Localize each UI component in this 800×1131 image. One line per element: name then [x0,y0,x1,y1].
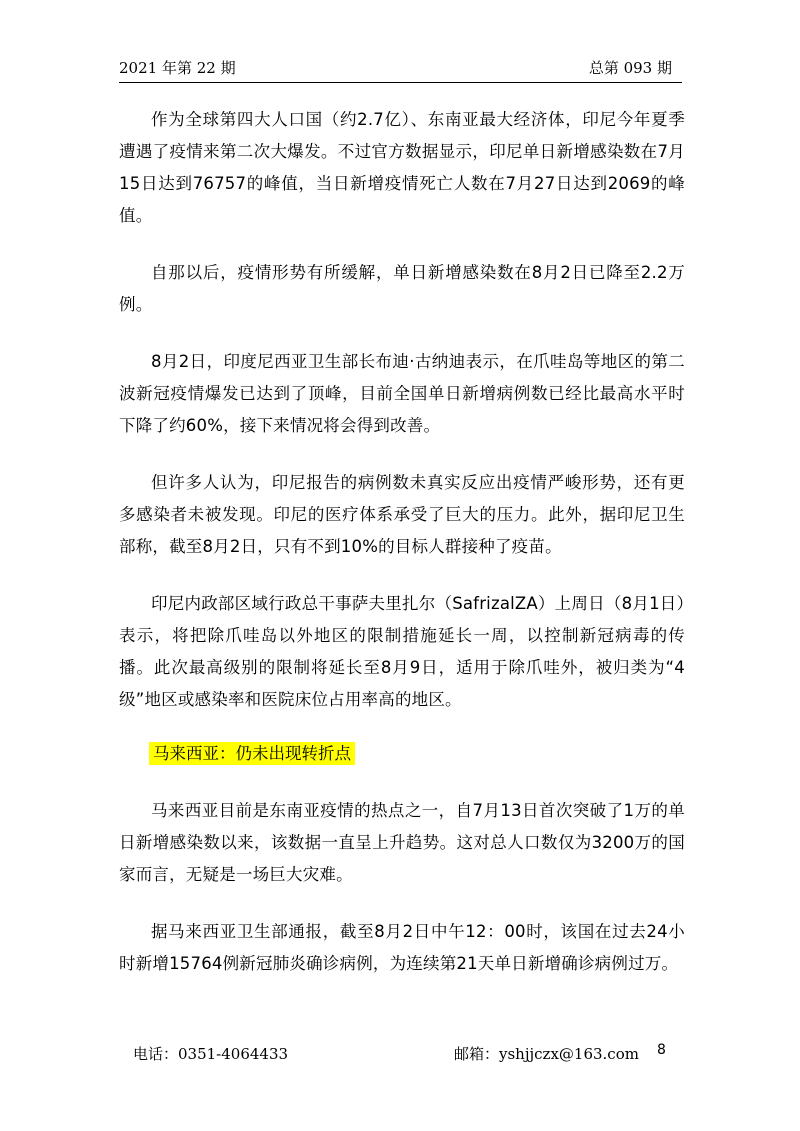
section-heading [149,741,685,767]
page-footer [0,1044,800,1068]
email-contact: 邮箱：yshjjczx@163.com [454,1045,639,1063]
paragraph: 印尼内政部区域行政总干事萨夫里扎尔（SafrizalZA）上周日（8月1日）表示，将把除爪哇岛以外地区的限制措施延长一周，以控制新冠病毒的传播。此次最高级别的限制将延长至8月9日，适用于除爪哇外，被归类为“4级”地区或感染率和医院床位占用率高的地区。 [119,594,685,709]
article-body [119,104,685,1005]
phone-contact: 电话：0351-4064433 [133,1045,289,1063]
page-number: 8 [657,1042,666,1058]
paragraph: 作为全球第四大人口国（约2.7亿）、东南亚最大经济体，印尼今年夏季遭遇了疫情来第二次大爆发。不过官方数据显示，印尼单日新增感染数在7月15日达到76757的峰值，当日新增疫情死亡人数在7月27日达到2069的峰值。 [119,110,685,225]
paragraph: 8月2日，印度尼西亚卫生部长布迪·古纳迪表示，在爪哇岛等地区的第二波新冠疫情爆发已达到了顶峰，目前全国单日新增病例数已经比最高水平时下降了约60%，接下来情况将会得到改善。 [119,352,685,435]
issue-number: 2021 年第 22 期 [119,59,236,77]
total-issue-number: 总第 093 期 [588,59,672,77]
page-header [119,58,682,83]
paragraph: 据马来西亚卫生部通报，截至8月2日中午12：00时，该国在过去24小时新增15764例新冠肺炎确诊病例，为连续第21天单日新增确诊病例过万。 [119,922,685,973]
section-heading-text: 马来西亚：仍未出现转折点 [149,742,355,765]
paragraph: 马来西亚目前是东南亚疫情的热点之一，自7月13日首次突破了1万的单日新增感染数以来，该数据一直呈上升趋势。这对总人口数仅为3200万的国家而言，无疑是一场巨大灾难。 [119,801,685,884]
paragraph: 但许多人认为，印尼报告的病例数未真实反应出疫情严峻形势，还有更多感染者未被发现。印尼的医疗体系承受了巨大的压力。此外，据印尼卫生部称，截至8月2日，只有不到10%的目标人群接种了疫苗。 [119,473,685,556]
paragraph: 自那以后，疫情形势有所缓解，单日新增感染数在8月2日已降至2.2万例。 [119,263,685,314]
